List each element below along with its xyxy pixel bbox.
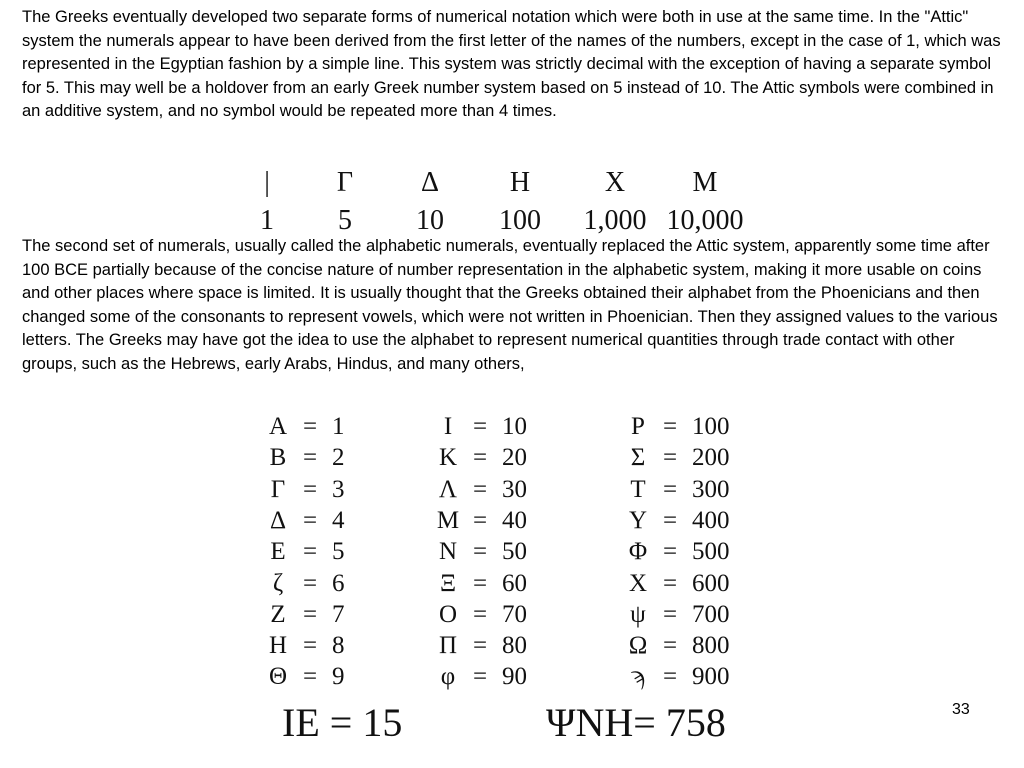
- numeral-value: 60: [502, 570, 527, 597]
- numeral-letter: Λ: [438, 476, 458, 503]
- attic-value: 5: [338, 205, 352, 236]
- numeral-value: 40: [502, 507, 527, 534]
- equals-sign: =: [472, 632, 488, 659]
- numeral-value: 800: [692, 632, 730, 659]
- numeral-letter: Γ: [270, 476, 286, 503]
- numeral-value: 10: [502, 413, 527, 440]
- equals-sign: =: [302, 413, 318, 440]
- numeral-letter: ψ: [630, 601, 646, 628]
- numeral-letter: T: [630, 476, 646, 503]
- numeral-letter: Φ: [628, 538, 648, 565]
- numeral-value: 300: [692, 476, 730, 503]
- numeral-letter: Δ: [269, 507, 287, 534]
- attic-value: 1: [260, 205, 274, 236]
- numeral-value: 80: [502, 632, 527, 659]
- numeral-value: 2: [332, 444, 345, 471]
- numeral-letter: B: [269, 444, 287, 471]
- numeral-value: 50: [502, 538, 527, 565]
- equals-sign: =: [302, 476, 318, 503]
- numeral-letter: φ: [440, 663, 456, 690]
- numeral-letter: O: [438, 601, 458, 628]
- numeral-letter: K: [438, 444, 458, 471]
- equals-sign: =: [472, 663, 488, 690]
- numeral-value: 3: [332, 476, 345, 503]
- numeral-letter: Θ: [268, 663, 288, 690]
- numeral-letter: Z: [270, 601, 286, 628]
- attic-symbol: |: [264, 167, 270, 198]
- equals-sign: =: [302, 663, 318, 690]
- equals-sign: =: [472, 444, 488, 471]
- equals-sign: =: [302, 507, 318, 534]
- equals-sign: =: [302, 601, 318, 628]
- numeral-letter: Υ: [628, 507, 648, 534]
- equals-sign: =: [302, 570, 318, 597]
- equals-sign: =: [302, 538, 318, 565]
- page-number: 33: [952, 701, 970, 718]
- numeral-value: 1: [332, 413, 345, 440]
- intro-paragraph: The Greeks eventually developed two separate forms of numerical notation which were both in use at the same time. In the "Attic" system the numerals appear to have been derived from the first letter of the names of the numbers, except in the case of 1, which was represented in the Egyptian fashion by a simple line. This system was strictly decimal with the exception of having a separate symbol for 5. This may well be a holdover from an early Greek number system based on 5 instead of 10. The Attic symbols were combined in an additive system, and no symbol would be repeated more than 4 times.: [22, 8, 1001, 120]
- example-ie-15: IE = 15: [282, 700, 403, 745]
- numeral-letter: ζ: [272, 570, 284, 597]
- numeral-value: 200: [692, 444, 730, 471]
- equals-sign: =: [662, 507, 678, 534]
- equals-sign: =: [662, 413, 678, 440]
- numeral-value: 70: [502, 601, 527, 628]
- numeral-value: 30: [502, 476, 527, 503]
- equals-sign: =: [302, 632, 318, 659]
- equals-sign: =: [662, 538, 678, 565]
- attic-symbol: M: [692, 167, 718, 198]
- equals-sign: =: [662, 601, 678, 628]
- numeral-value: 5: [332, 538, 345, 565]
- equals-sign: =: [662, 570, 678, 597]
- numeral-value: 20: [502, 444, 527, 471]
- numeral-letter: E: [270, 538, 286, 565]
- attic-symbol: H: [509, 167, 531, 198]
- numeral-value: 7: [332, 601, 345, 628]
- equals-sign: =: [662, 663, 678, 690]
- numeral-letter: ϡ: [631, 663, 645, 690]
- numeral-letter: P: [631, 413, 645, 440]
- numeral-letter: Π: [438, 632, 458, 659]
- equals-sign: =: [472, 507, 488, 534]
- equals-sign: =: [472, 476, 488, 503]
- numeral-value: 4: [332, 507, 345, 534]
- equals-sign: =: [472, 538, 488, 565]
- example-psi-nh-758: ΨNH= 758: [546, 700, 726, 745]
- numeral-letter: A: [268, 413, 288, 440]
- numeral-value: 8: [332, 632, 345, 659]
- numeral-letter: Ξ: [439, 570, 457, 597]
- numeral-value: 500: [692, 538, 730, 565]
- attic-symbol: X: [604, 167, 626, 198]
- attic-value: 100: [499, 205, 541, 236]
- alphabetic-numerals-table: [260, 411, 780, 701]
- numeral-value: 600: [692, 570, 730, 597]
- attic-numerals-table: [222, 166, 782, 238]
- equals-sign: =: [472, 601, 488, 628]
- numeral-letter: I: [443, 413, 453, 440]
- equals-sign: =: [472, 413, 488, 440]
- attic-value: 10,000: [666, 205, 744, 236]
- numeral-letter: X: [628, 570, 648, 597]
- numeral-letter: Ω: [628, 632, 648, 659]
- numeral-letter: N: [438, 538, 458, 565]
- numeral-value: 9: [332, 663, 345, 690]
- numeral-value: 6: [332, 570, 345, 597]
- alphabetic-paragraph: The second set of numerals, usually called the alphabetic numerals, eventually replaced the Attic system, apparently some time after 100 BCE partially because of the concise nature of number representation in the alphabetic system, making it more usable on coins and other places where space is limited. It is usually thought that the Greeks obtained their alphabet from the Phoenicians and then changed some of the consonants to represent vowels, which were not written in Phoenician. Then they assigned values to the various letters. The Greeks may have got the idea to use the alphabet to represent numerical quantities through trade contact with other groups, such as the Hebrews, early Arabs, Hindus, and many others,: [22, 237, 998, 373]
- numeral-value: 100: [692, 413, 730, 440]
- attic-symbol: Γ: [336, 167, 354, 198]
- numeral-value: 900: [692, 663, 730, 690]
- equals-sign: =: [662, 632, 678, 659]
- attic-value: 10: [416, 205, 444, 236]
- numeral-letter: H: [268, 632, 288, 659]
- numeral-value: 400: [692, 507, 730, 534]
- numeral-letter: M: [436, 507, 460, 534]
- equals-sign: =: [302, 444, 318, 471]
- equals-sign: =: [662, 444, 678, 471]
- attic-symbol: Δ: [420, 167, 439, 198]
- equals-sign: =: [662, 476, 678, 503]
- equals-sign: =: [472, 570, 488, 597]
- numeral-value: 700: [692, 601, 730, 628]
- attic-value: 1,000: [583, 205, 647, 236]
- numeral-letter: Σ: [630, 444, 646, 471]
- numeral-value: 90: [502, 663, 527, 690]
